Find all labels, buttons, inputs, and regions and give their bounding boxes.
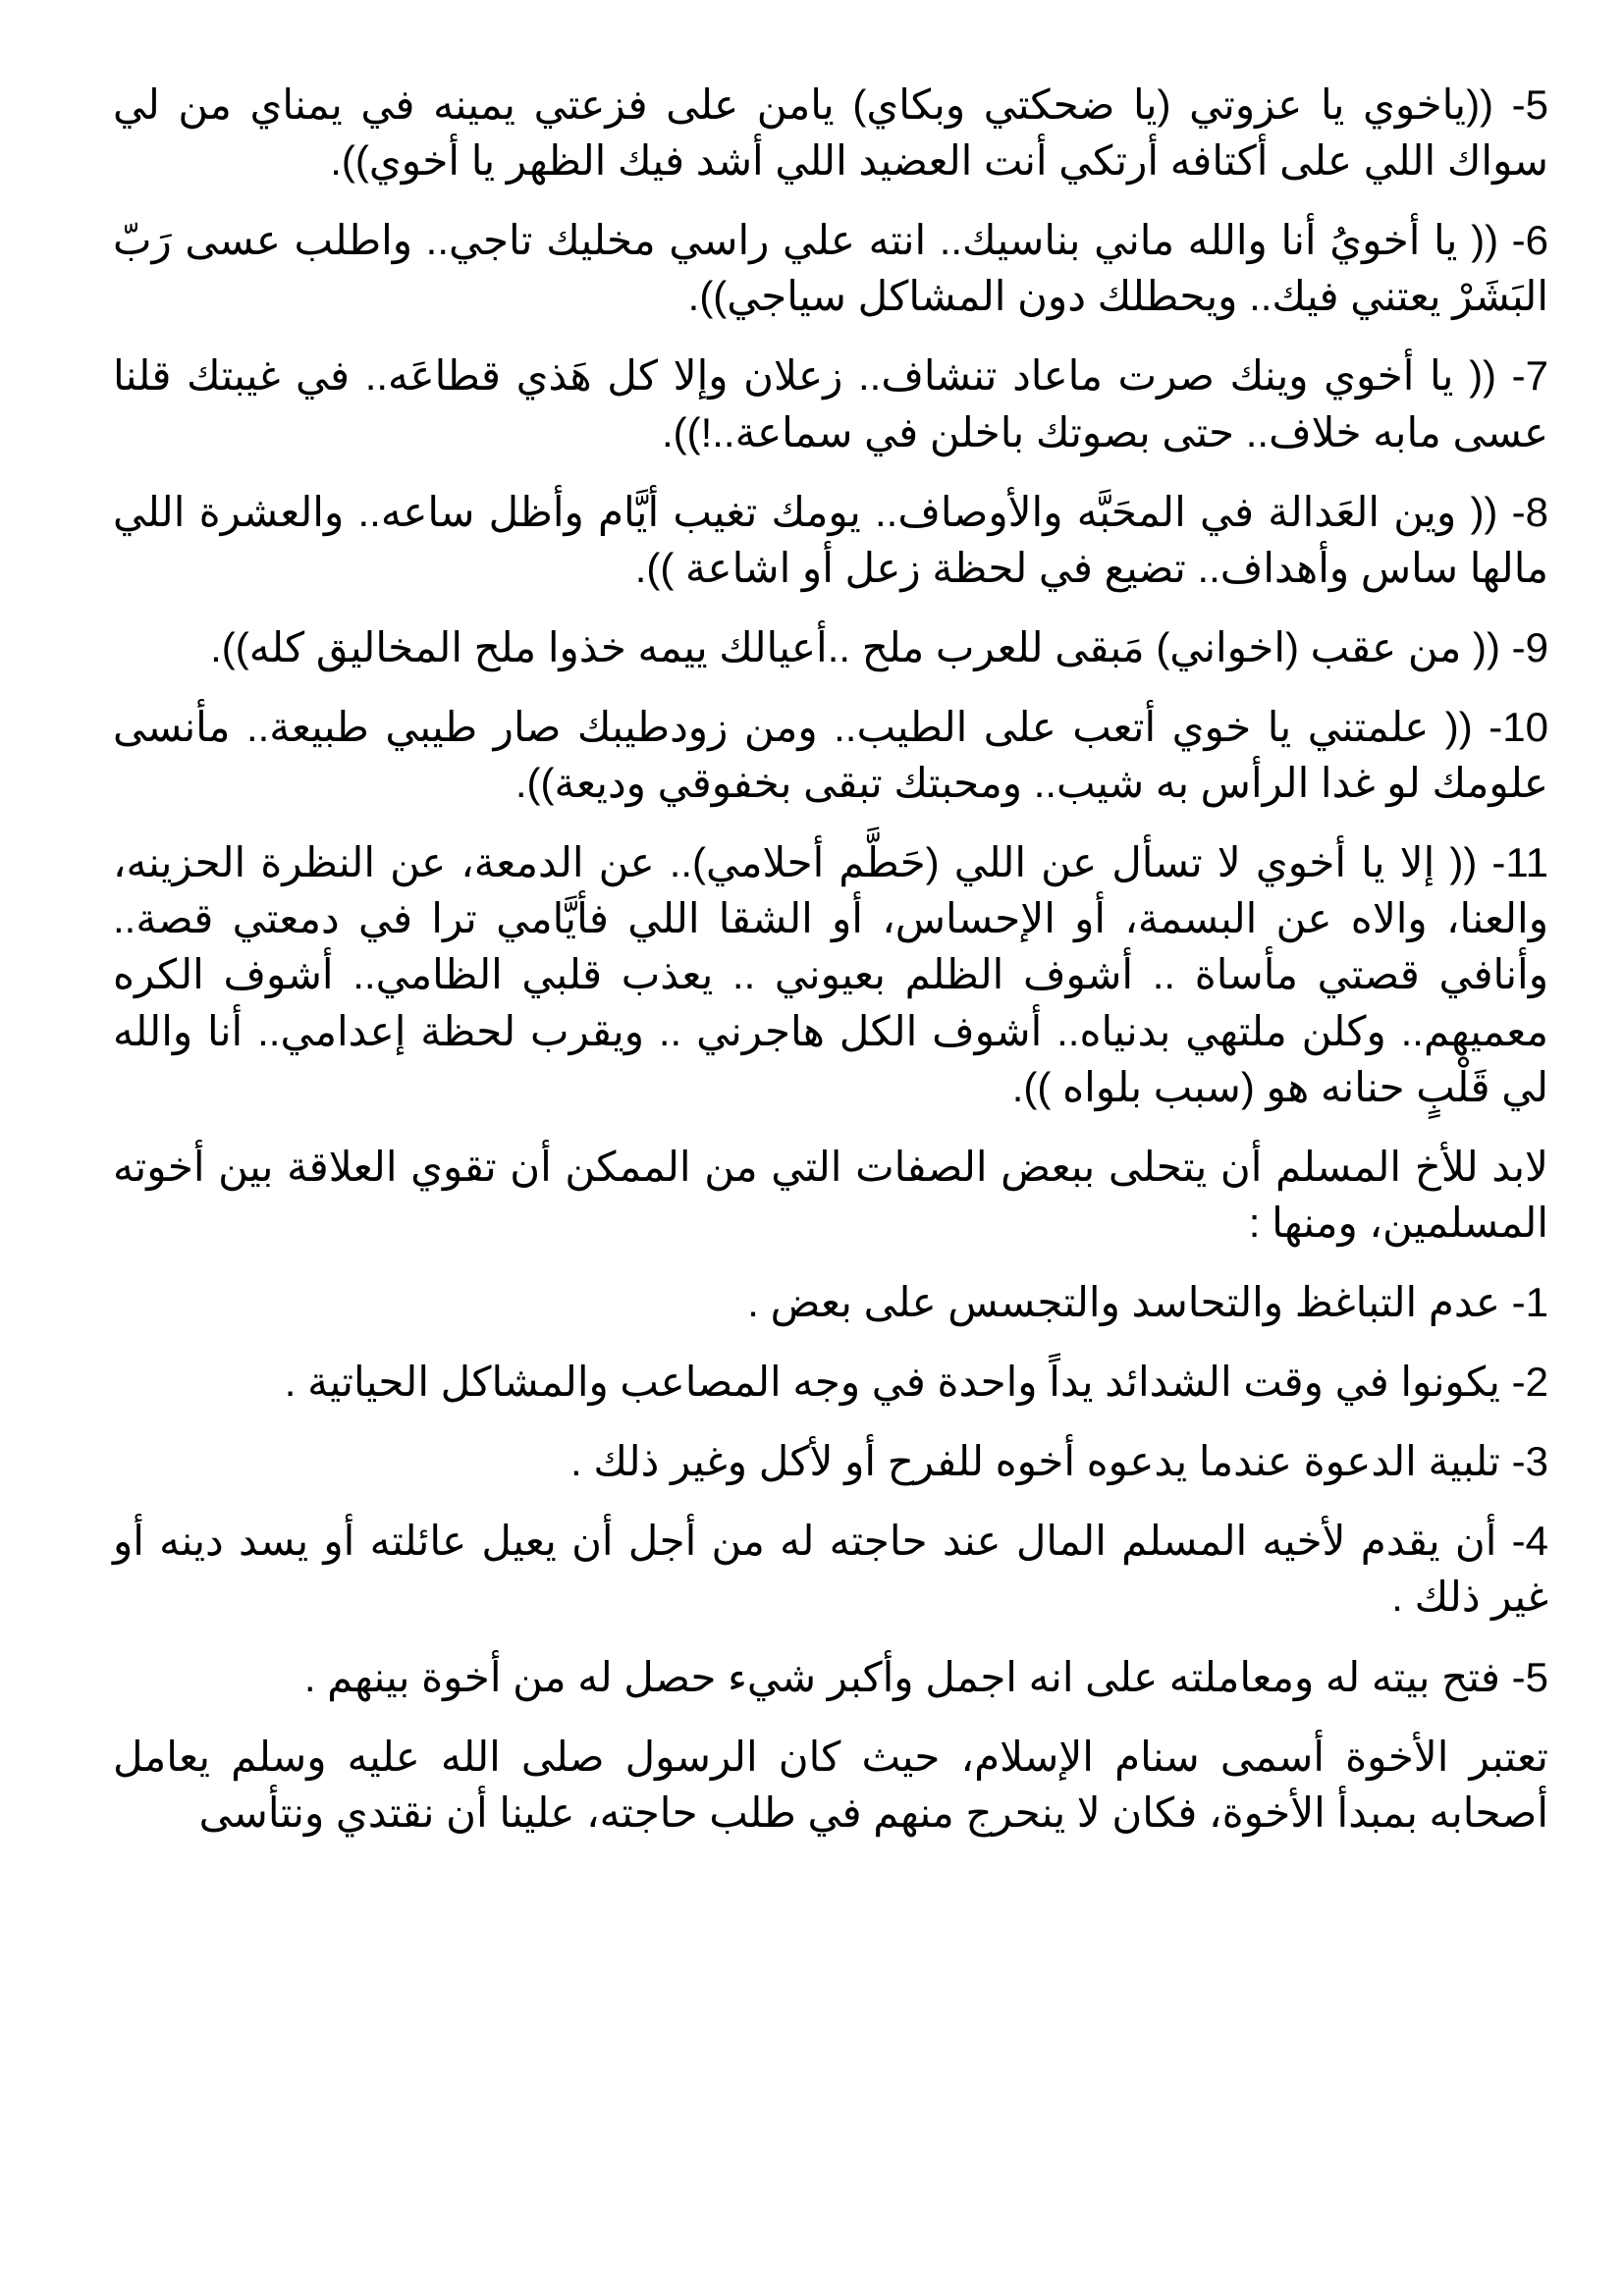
poem-item-9: 9- (( من عقب (اخواني) مَبقى للعرب ملح ..أعيالك ييمه خذوا ملح المخاليق كله)).: [210, 623, 1548, 670]
list-item-3: 3- تلبية الدعوة عندما يدعوه أخوه للفرح أو لأكل وغير ذلك .: [570, 1438, 1548, 1485]
poem-item-10: 10- (( علمتني يا خوي أتعب على الطيب.. ومن زودطيبك صار طيبي طبيعة.. مأنسى علومك لو غدا الرأس به شيب.. ومحبتك تبقى بخفوقي وديعة)).: [113, 703, 1548, 807]
closing-paragraph: تعتبر الأخوة أسمى سنام الإسلام، حيث كان الرسول صلى الله عليه وسلم يعامل أصحابه بمبدأ الأخوة، فكان لا ينحرج منهم في طلب حاجته، علينا أن نقتدي ونتأسى: [113, 1733, 1548, 1836]
poem-item-11: 11- (( إلا يا أخوي لا تسأل عن اللي (حَطَّم أحلامي).. عن الدمعة، عن النظرة الحزينه، والعنا، والاه عن البسمة، أو الإحساس، أو الشقا اللي فأيَّامي ترا في دمعتي قصة.. وأنافي قصتي مأساة .. أشوف الظلم بعيوني .. يعذب قلبي الظامي.. أشوف الكره معميهم.. وكلن ملتهي بدنياه.. أشوف الكل هاجرني .. ويقرب لحظة إعدامي.. أنا والله لي قَلْبٍ حنانه هو (سبب بلواه )).: [113, 839, 1548, 1110]
poem-item-7: 7- (( يا أخوي وينك صرت ماعاد تنشاف.. زعلان وإلا كل هَذي قطاعَه.. في غيبتك قلنا عسى مابه خلاف.. حتى بصوتك باخلن في سماعة..!)).: [113, 352, 1548, 455]
list-item-2: 2- يكونوا في وقت الشدائد يداً واحدة في وجه المصاعب والمشاكل الحياتية .: [284, 1359, 1548, 1406]
list-item-4: 4- أن يقدم لأخيه المسلم المال عند حاجته له من أجل أن يعيل عائلته أو يسد دينه أو غير ذلك .: [113, 1518, 1548, 1621]
list-item-1: 1- عدم التباغظ والتحاسد والتجسس على بعض .: [747, 1278, 1548, 1325]
poem-item-6: 6- (( يا أخويُ أنا والله ماني بناسيك.. انته علي راسي مخليك تاجي.. واطلب عسى رَبّ البَشَرْ يعتني فيك.. ويحطلك دون المشاكل سياجي)).: [113, 217, 1548, 320]
poem-item-8: 8- (( وين العَدالة في المحَبَّه والأوصاف.. يومك تغيب أيَّام وأظل ساعه.. والعشرة اللي مالها ساس وأهداف.. تضيع في لحظة زعل أو اشاعة )).: [113, 488, 1548, 591]
document-page: [113, 77, 1548, 1864]
intro-paragraph: لابد للأخ المسلم أن يتحلى ببعض الصفات التي من الممكن أن تقوي العلاقة بين أخوته المسلمين، ومنها :: [113, 1143, 1548, 1246]
list-item-5: 5- فتح بيته له ومعاملته على انه اجمل وأكبر شيء حصل له من أخوة بينهم .: [303, 1653, 1548, 1700]
poem-item-5: 5- ((ياخوي يا عزوتي (يا ضحكتي وبكاي) يامن على فزعتي يمينه في يمناي من لي سواك اللي على أكتافه أرتكي أنت العضيد اللي أشد فيك الظهر يا أخوي)).: [113, 81, 1548, 185]
